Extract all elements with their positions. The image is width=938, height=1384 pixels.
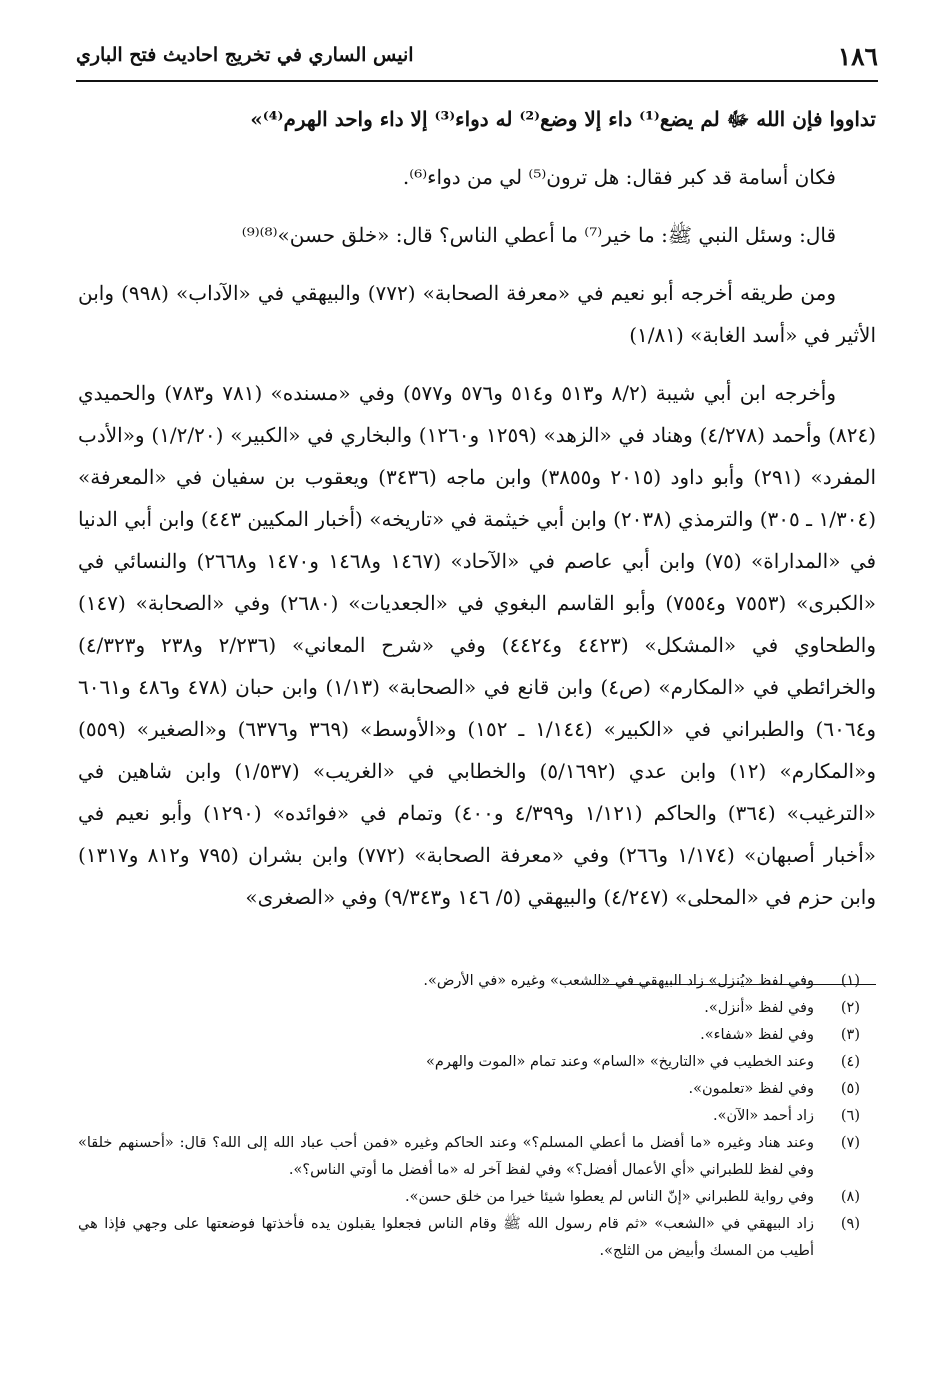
footnote (78, 1103, 876, 1130)
body-paragraph: وأخرجه ابن أبي شيبة (٨/٢ و٥١٣ و٥١٤ و٥٧٦ و٥٧٧) وفي «مسنده» (٧٨١ و٧٨٣) والحميدي (٨٢٤) وأحمد (٤/٢٧٨) وهناد في «الزهد» (١٢٥٩ و١٢٦٠) والبخاري في «الكبير» (١/٢/٢٠) و«الأدب المفرد» (٢٩١) وأبو داود (٢٠١٥ و٣٨٥٥) وابن ماجه (٣٤٣٦) ويعقوب بن سفيان في «المعرفة» (١/٣٠٤ ـ ٣٠٥) والترمذي (٢٠٣٨) وابن أبي خيثمة في «تاريخه» (أخبار المكيين ٤٤٣) وابن أبي الدنيا في «المداراة» (٧٥) وابن أبي عاصم في «الآحاد» (١٤٦٧ و١٤٦٨ و١٤٧٠ و٢٦٦٨) والنسائي في «الكبرى» (٧٥٥٣ و٧٥٥٤) وأبو القاسم البغوي في «الجعديات» (٢٦٨٠) وفي «الصحابة» (١٤٧) والطحاوي في «المشكل» (٤٤٢٣ و٤٤٢٤) وفي «شرح المعاني» (٢/٢٣٦ و٢٣٨ و٤/٣٢٣) والخرائطي في «المكارم» (ص٤) وابن قانع في «الصحابة» (١/١٣) وابن حبان (٤٧٨ و٤٨٦ و٦٠٦١ و٦٠٦٤) والطبراني في «الكبير» (١/١٤٤ ـ ١٥٢) و«الأوسط» (٣٦٩ و٦٣٧٦) و«الصغير» (٥٥٩) و«المكارم» (١٢) وابن عدي (٥/١٦٩٢) والخطابي في «الغريب» (١/٥٣٧) وابن شاهين في «الترغيب» (٣٦٤) والحاكم (١/١٢١ و٤/٣٩٩ و٤٠٠) وتمام في «فوائده» (١٢٩٠) وأبو نعيم في «أخبار أصبهان» (١/١٧٤ و٢٦٦) وفي «معرفة الصحابة» (٧٧٢) وابن بشران (٧٩٥ و٨١٢ و١٣١٧) وابن حزم في «المحلى» (٤/٢٤٧) والبيهقي (٥/ ١٤٦ و٩/٣٤٣) وفي «الصغرى» (78, 381, 877, 909)
body-paragraph: تداووا فإن الله ﷻ لم يضع⁽¹⁾ داء إلا وضع⁽²⁾ له دواء⁽³⁾ إلا داء واحد الهرم⁽⁴⁾» (250, 107, 876, 131)
footnote-text: زاد أحمد «الآن». (713, 1108, 814, 1124)
footnote-number: (٧) (840, 1135, 860, 1151)
footnote-number: (٣) (840, 1027, 860, 1043)
footnote (78, 1022, 876, 1049)
footnote (78, 1076, 876, 1103)
footnote-number: (٦) (840, 1108, 860, 1124)
footnote-number: (٤) (840, 1054, 860, 1070)
footnote-number: (٩) (840, 1216, 860, 1232)
footnote (78, 968, 876, 995)
footnote-number: (٥) (840, 1081, 860, 1097)
footnote-text: وفي لفظ «يُنزل» زاد البيهقي في «الشعب» وغيره «في الأرض». (423, 973, 814, 989)
footnote-text: وعند هناد وغيره «ما أفضل ما أعطي المسلم؟» وعند الحاكم وغيره «فمن أحب عباد الله إلى الله؟ قال: «أحسنهم خلقا» وفي لفظ للطبراني «أي الأعمال أفضل؟» وفي لفظ آخر له «ما أفضل ما أوتي الناس؟». (78, 1135, 814, 1178)
footnote-text: زاد البيهقي في «الشعب» «ثم قام رسول الله ﷺ وقام الناس فجعلوا يقبلون يده فأخذتها فوضعتها على وجهي فإذا هي أطيب من المسك وأبيض من الثلج». (78, 1216, 814, 1259)
footnote (78, 995, 876, 1022)
footnote-text: وعند الخطيب في «التاريخ» «السام» وعند تمام «الموت والهرم» (425, 1054, 814, 1070)
body-paragraph: فكان أسامة قد كبر فقال: هل ترون⁽⁵⁾ لي من دواء⁽⁶⁾. (402, 165, 836, 189)
footnote-number: (٨) (840, 1189, 860, 1205)
footnote-text: وفي لفظ «شفاء». (700, 1027, 814, 1043)
header-rule (76, 80, 878, 82)
page-header (76, 40, 878, 80)
footnotes (78, 968, 876, 1265)
footnote-number: (٢) (840, 1000, 860, 1016)
body-paragraph: ومن طريقه أخرجه أبو نعيم في «معرفة الصحابة» (٧٧٢) والبيهقي في «الآداب» (٩٩٨) وابن الأثير في «أسد الغابة» (١/٨١) (78, 281, 876, 347)
page-number: ١٨٦ (837, 42, 878, 71)
footnote-text: وفي رواية للطبراني «إنّ الناس لم يعطوا شيئا خيرا من خلق حسن». (405, 1189, 814, 1205)
footnote (78, 1184, 876, 1211)
footnote-number: (١) (840, 973, 860, 989)
body-paragraph: قال: وسئل النبي ﷺ: ما خير⁽⁷⁾ ما أعطي الناس؟ قال: «خلق حسن»⁽⁸⁾⁽⁹⁾ (241, 223, 836, 247)
footnote (78, 1211, 876, 1265)
main-text (78, 98, 876, 934)
footnote (78, 1049, 876, 1076)
footnote-text: وفي لفظ «تعلمون». (688, 1081, 814, 1097)
footnote-text: وفي لفظ «أنزل». (704, 1000, 814, 1016)
footnote (78, 1130, 876, 1184)
running-title: انيس الساري في تخريج احاديث فتح الباري (76, 44, 414, 66)
